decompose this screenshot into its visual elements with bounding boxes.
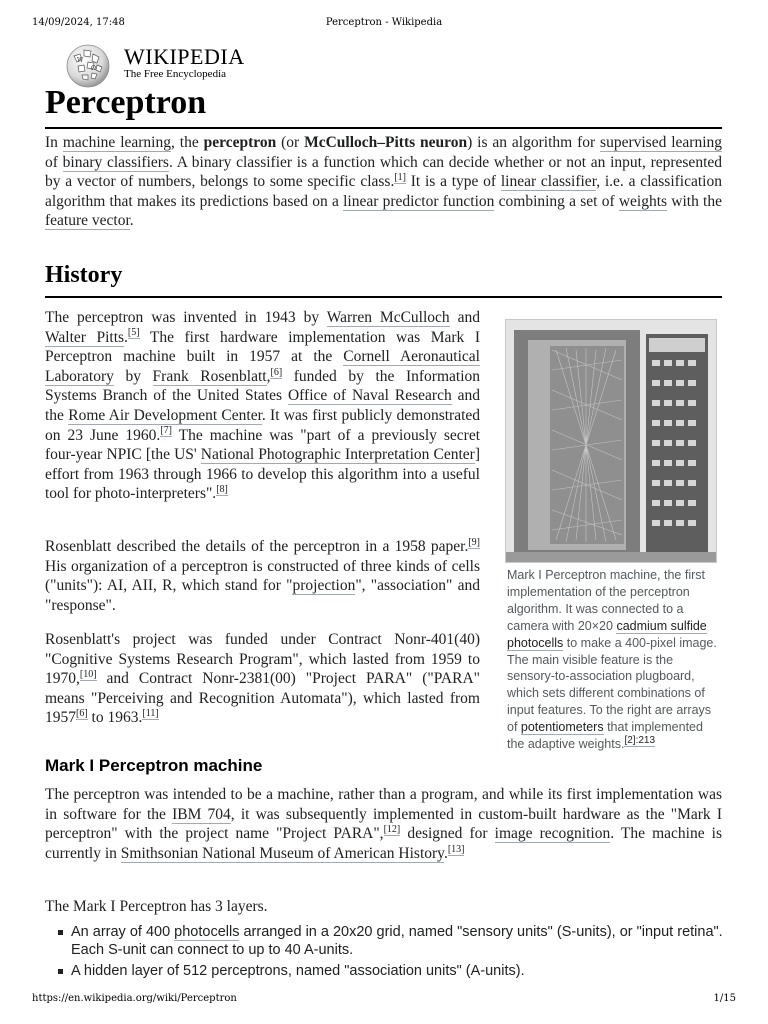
print-datetime: 14/09/2024, 17:48 [32,17,125,28]
citation-link[interactable]: [1] [394,172,406,184]
layers-list [45,923,725,983]
wiki-link[interactable]: binary classifiers [62,153,169,171]
page-title: Perceptron [45,84,207,121]
citation-link[interactable]: [6] [270,366,283,378]
wiki-link[interactable]: machine learning [62,134,171,151]
citation-link[interactable]: [8] [216,484,228,496]
wiki-link[interactable]: cadmium sulfide photocells [507,618,707,650]
citation-link[interactable]: [10] [79,669,97,681]
print-page-number: 1/15 [713,993,736,1004]
citation-link[interactable]: [13] [447,843,465,855]
intro-paragraph: In machine learning, the perceptron (or McCulloch–Pitts neuron) is an algorithm for supervised learning of binary classifiers. A binary classifier is a function which can decide whether or not an input, represented by a vector of numbers, belongs to some specific class.[1] It is a type of linear classifier, i.e. a classification algorithm that makes its predictions based on a linear predictor function combining a set of weights with the feature vector. [45,134,723,230]
history-paragraph-2: Rosenblatt described the details of the perceptron in a 1958 paper.[9] His organization of a perceptron is constructed of three kinds of cells ("units"): AI, AII, R, which stand for "projection", "association" and "response". [45,536,480,614]
wiki-link[interactable]: weights [618,192,668,210]
wiki-link[interactable]: National Photographic Interpretation Center [200,446,475,464]
wiki-link[interactable]: Warren McCulloch [326,309,450,326]
wikipedia-globe-icon[interactable] [64,42,112,88]
title-divider [45,127,722,129]
wiki-link[interactable]: Office of Naval Research [287,387,452,405]
wiki-link[interactable]: IBM 704 [172,805,231,823]
wiki-link[interactable]: image recognition [494,825,611,843]
wiki-link[interactable]: Walter Pitts [45,328,125,346]
wiki-link[interactable]: supervised learning [600,134,723,151]
wiki-link[interactable]: photocells [174,924,240,940]
citation-link[interactable]: [12] [383,824,401,836]
list-item: A hidden layer of 512 perceptrons, named "association units" (A-units). [45,962,725,980]
svg-text:Ω: Ω [91,65,96,72]
mark-i-paragraph-1: The perceptron was intended to be a machine, rather than a program, and while its first implementation was in software for the IBM 704, it was subsequently implemented in custom-built hardware as the "Mark I perceptron" with the project name "Project PARA",[12] designed for image recognition. The machine is currently in Smithsonian National Museum of American History.[13] [45,786,723,862]
wiki-link[interactable]: linear classifier [500,173,597,191]
citation-link[interactable]: [11] [142,708,159,720]
print-title: Perceptron - Wikipedia [325,17,443,28]
citation-link[interactable]: [6] [76,708,88,720]
svg-text:W: W [77,57,84,64]
list-item: An array of 400 photocells arranged in a 20x20 grid, named "sensory units" (S-units), or "input retina". Each S-unit can connect to up to 40 A-units. [45,923,725,959]
mark-i-perceptron-photo[interactable] [505,319,717,563]
mark-i-paragraph-2: The Mark I Perceptron has 3 layers. [45,898,268,915]
bold-term: perceptron [203,134,277,151]
history-paragraph-1: The perceptron was invented in 1943 by Warren McCulloch and Walter Pitts.[5] The first hardware implementation was Mark I Perceptron machine built in 1957 at the Cornell Aeronautical Laboratory by Frank Rosenblatt,[6] funded by the Information Systems Branch of the United States Office of Naval Research and the Rome Air Development Center. It was first publicly demonstrated on 23 June 1960.[7] The machine was "part of a previously secret four-year NPIC [the US' National Photographic Interpretation Center] effort from 1963 through 1966 to develop this algorithm into a useful tool for photo-interpreters".[8] [45,309,481,503]
wiki-link[interactable]: feature vector [45,212,130,230]
wiki-link[interactable]: Smithsonian National Museum of American History [120,844,444,862]
history-paragraph-3: Rosenblatt's project was funded under Contract Nonr-401(40) "Cognitive Systems Research Program", which lasted from 1959 to 1970,[10] and Contract Nonr-2381(00) "Project PARA" ("PARA" means "Perceiving and Recognition Automata"), which lasted from 1957[6] to 1963.[11] [45,631,480,727]
wiki-link[interactable]: Cornell Aeronautical Laboratory [45,348,480,385]
wiki-link[interactable]: potentiometers [520,720,604,735]
wiki-link[interactable]: Frank Rosenblatt [152,367,267,385]
wordmark-tagline: The Free Encyclopedia [124,68,227,80]
citation-link[interactable]: [7] [160,425,172,437]
citation-link[interactable]: [9] [468,536,480,548]
bold-term: McCulloch–Pitts neuron [304,134,468,151]
mark-i-heading: Mark I Perceptron machine [45,756,263,775]
print-url: https://en.wikipedia.org/wiki/Perceptron [32,993,237,1004]
wikipedia-wordmark[interactable] [124,44,245,80]
figure-caption: Mark I Perceptron machine, the first implementation of the perceptron algorithm. It was connected to a camera with 20×20 cadmium sulfide photocells to make a 400-pixel image. The main visible feature is the sensory-to-association plugboard, which sets different combinations of input features. To the right are arrays of potentiometers that implemented the adaptive weights.$^{[2]:213}$ [507,568,717,752]
citation-link[interactable]: [2]:213 [624,734,656,746]
wiki-link[interactable]: Rome Air Development Center [68,406,262,424]
print-header [0,0,768,28]
history-heading: History [45,262,123,288]
history-divider [45,296,722,298]
wiki-link[interactable]: projection [292,577,356,595]
wiki-link[interactable]: linear predictor function [343,192,495,210]
wordmark-text: WIKIPEDIA [124,44,245,69]
citation-link[interactable]: [5] [127,327,140,339]
